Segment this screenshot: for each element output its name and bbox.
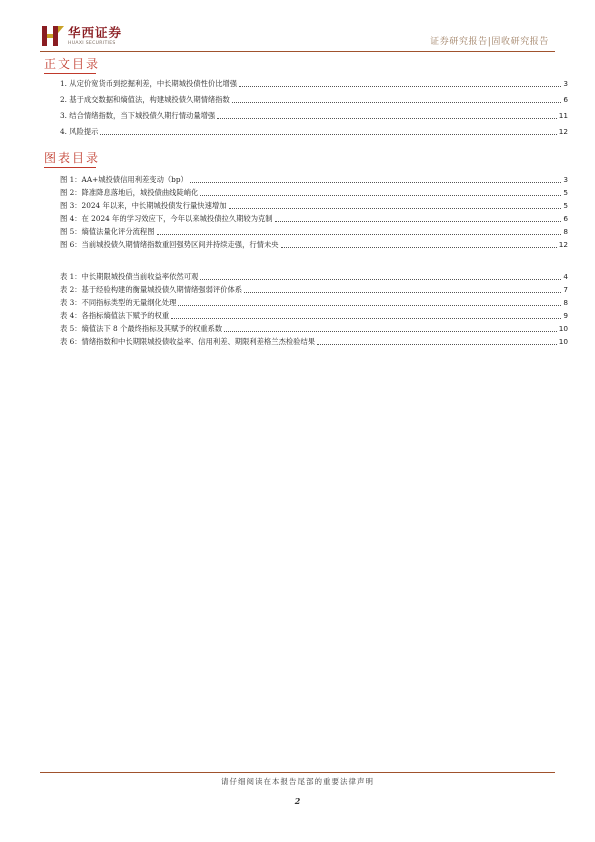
toc-entry[interactable] [60, 93, 568, 104]
logo-english-name: HUAXI SECURITIES [68, 41, 116, 46]
figure-entry[interactable] [60, 199, 568, 210]
figure-entry-page: 3 [563, 175, 568, 184]
table-entry-page: 10 [558, 337, 568, 346]
toc-entry-label: 2. 基于成交数据和熵值法，构建城投债久期情绪指数 [60, 95, 230, 104]
toc-leader-dots [224, 331, 557, 332]
toc-entry[interactable] [60, 77, 568, 88]
figure-entry[interactable] [60, 238, 568, 249]
figure-entry-page: 8 [563, 227, 568, 236]
toc-leader-dots [244, 292, 561, 293]
legal-disclaimer: 请仔细阅读在本报告尾部的重要法律声明 [221, 777, 374, 786]
toc-entry-page: 3 [563, 79, 568, 88]
toc-leader-dots [232, 102, 562, 103]
footer-divider [40, 772, 555, 773]
table-entry-label: 表 5：熵值法下 8 个最终指标及其赋予的权重系数 [60, 324, 223, 333]
figure-entry-page: 12 [558, 240, 568, 249]
toc-leader-dots [100, 134, 556, 135]
main-toc-title: 正文目录 [44, 57, 101, 71]
table-entry-label: 表 4：各指标熵值法下赋予的权重 [60, 311, 170, 320]
toc-leader-dots [200, 195, 561, 196]
logo-chinese-name: 华西证券 [68, 25, 123, 40]
figure-entry[interactable] [60, 186, 568, 197]
toc-leader-dots [281, 247, 557, 248]
table-entry-page: 8 [563, 298, 568, 307]
toc-entry-label: 1. 从定价宽货币到挖掘利差，中长期城投债性价比增强 [60, 79, 238, 88]
figure-entry[interactable] [60, 173, 568, 184]
main-toc-title-underline [44, 73, 96, 74]
figure-entry[interactable] [60, 212, 568, 223]
toc-leader-dots [229, 208, 562, 209]
toc-entry[interactable] [60, 125, 568, 136]
table-entry[interactable] [60, 309, 568, 320]
table-entry-page: 7 [563, 285, 568, 294]
header-divider [40, 51, 555, 52]
toc-entry-label: 4. 风险提示 [60, 127, 99, 136]
toc-leader-dots [317, 344, 557, 345]
figure-entry-label: 图 4：在 2024 年的学习效应下，今年以来城投债拉久期较为克制 [60, 214, 273, 223]
figure-toc-title-underline [44, 167, 96, 168]
toc-entry-page: 6 [563, 95, 568, 104]
toc-leader-dots [200, 279, 561, 280]
table-entry[interactable] [60, 296, 568, 307]
table-entry[interactable] [60, 322, 568, 333]
report-type-label: 证券研究报告|固收研究报告 [430, 37, 549, 47]
figure-entry-page: 6 [563, 214, 568, 223]
page-number: 2 [294, 796, 301, 806]
figure-entry-page: 5 [563, 188, 568, 197]
table-entry-page: 4 [563, 272, 568, 281]
toc-leader-dots [275, 221, 562, 222]
toc-entry-page: 12 [558, 127, 568, 136]
toc-leader-dots [171, 318, 561, 319]
table-entry-page: 9 [563, 311, 568, 320]
table-entry[interactable] [60, 283, 568, 294]
table-entry-page: 10 [558, 324, 568, 333]
table-entry-label: 表 1：中长期限城投债当前收益率依然可观 [60, 272, 199, 281]
table-entry[interactable] [60, 335, 568, 346]
figure-entry-label: 图 2：降准降息落地后，城投债曲线陡峭化 [60, 188, 199, 197]
figure-entry-page: 5 [563, 201, 568, 210]
toc-leader-dots [178, 305, 561, 306]
toc-leader-dots [239, 86, 561, 87]
figure-entry[interactable] [60, 225, 568, 236]
table-entry-label: 表 3：不同指标类型的无量纲化处理 [60, 298, 177, 307]
figure-toc-title: 图表目录 [44, 151, 101, 165]
figure-entry-label: 图 5：熵值法量化评分流程图 [60, 227, 155, 236]
huaxi-logo-icon [40, 24, 66, 48]
toc-leader-dots [190, 182, 562, 183]
table-entry-label: 表 2：基于经验构建的衡量城投债久期情绪强弱评价体系 [60, 285, 243, 294]
figure-entry-label: 图 1：AA+城投债信用利差变动（bp） [60, 175, 188, 184]
figure-entry-label: 图 6：当前城投债久期情绪指数重回强势区间并持续走强，行情未央 [60, 240, 279, 249]
table-entry-label: 表 6：情绪指数和中长期限城投债收益率、信用利差、期限利差格兰杰检验结果 [60, 337, 316, 346]
toc-leader-dots [217, 118, 556, 119]
figure-entry-label: 图 3：2024 年以来，中长期城投债发行量快速增加 [60, 201, 227, 210]
toc-entry[interactable] [60, 109, 568, 120]
table-entry[interactable] [60, 270, 568, 281]
toc-entry-page: 11 [558, 111, 568, 120]
toc-leader-dots [157, 234, 562, 235]
page-header [40, 22, 555, 52]
toc-entry-label: 3. 结合情绪指数，当下城投债久期行情动量增强 [60, 111, 216, 120]
